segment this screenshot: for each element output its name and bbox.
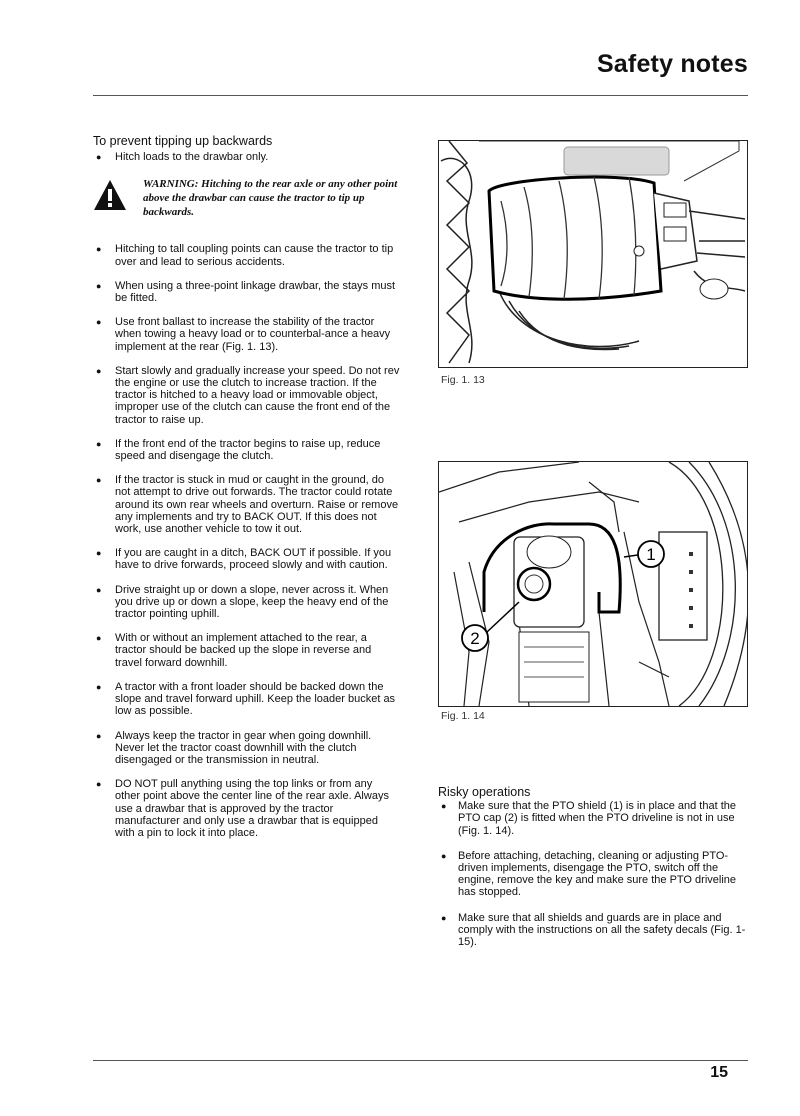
bullet-icon: ● [96,730,102,741]
figure-caption: Fig. 1. 14 [441,710,485,722]
ballast-illustration [439,141,747,367]
list-item: ● With or without an implement attached to the rear, a tractor should be backed up the slope in reverse and travel forward downhill. [96,632,372,669]
bullet-icon: ● [96,548,102,559]
list-item: ● If the tractor is stuck in mud or caught in the ground, do not attempt to drive out forwards. The tractor could rotate around its own rear wheels and overturn. Raise or remove any implements and try to BACK OUT. If this does not work, use another vehicle to tow it out. [96,474,399,536]
list-item: ● DO NOT pull anything using the top links or from any other point above the center line of the rear axle. Always use a drawbar that is approved by the tractor manufacturer and only use a drawbar that is equipped with a pin to lock it into place. [96,778,389,839]
bullet-icon: ● [96,584,102,595]
list-item: ● If you are caught in a ditch, BACK OUT if possible. If you have to drive forwards, proceed slowly and with caution. [96,547,392,572]
section-heading-tipping: To prevent tipping up backwards [93,134,273,148]
callout-1-label: 1 [646,545,656,564]
list-item: ● Hitching to tall coupling points can cause the tractor to tip over and lead to serious accidents. [96,243,394,268]
warning-triangle-icon [93,179,127,211]
list-item: ● A tractor with a front loader should be backed down the slope and travel forward uphill. Keep the loader bucket as low as possible. [96,680,396,718]
page-number: 15 [710,1064,728,1081]
warning-box [93,177,400,229]
list-item: ● If the front end of the tractor begins to raise up, reduce speed and disengage the clutch. [96,437,381,463]
bullet-icon: ● [441,912,447,923]
bullet-icon: ● [96,317,102,328]
bullet-icon: ● [96,280,102,291]
list-item: ● Start slowly and gradually increase your speed. Do not rev the engine or use the clutch to increase traction. If the tractor is hitched to a heavy load or immovable object, improper use of the clutch can cause the front end of the tractor to raise up. [96,364,400,426]
header-rule [93,95,748,96]
pto-illustration [439,462,747,706]
list-item: ● When using a three-point linkage drawbar, the stays must be fitted. [96,279,396,305]
bullet-icon: ● [96,633,102,644]
list-item: ● Hitch loads to the drawbar only. [96,151,269,164]
bullet-icon: ● [96,152,102,163]
list-item: ● Make sure that the PTO shield (1) is in place and that the PTO cap (2) is fitted when the PTO driveline is not in use (Fig. 1. 14). [441,800,737,837]
right-column [438,786,748,961]
bullet-icon: ● [96,244,102,255]
figure-front-ballast [438,140,748,368]
callout-2-label: 2 [470,629,480,648]
page-title: Safety notes [596,50,748,78]
list-item: ● Always keep the tractor in gear when going downhill. Never let the tractor coast downhill with the clutch disengaged or the transmission in neutral. [96,729,372,766]
list-item: ● Make sure that all shields and guards are in place and comply with the instructions on all the safety decals (Fig. 1-15). [441,911,746,949]
bullet-icon: ● [96,681,102,692]
figure-caption: Fig. 1. 13 [441,374,485,386]
list-item: ● Before attaching, detaching, cleaning or adjusting PTO-driven implements, disengage the PTO, switch off the engine, remove the key and make sure the PTO driveline has stopped. [441,849,737,899]
bullet-icon: ● [96,438,102,449]
bullet-icon: ● [441,801,447,812]
section-heading-risky: Risky operations [438,785,531,799]
left-column [93,135,400,851]
bullet-icon: ● [441,850,447,861]
footer-rule [93,1060,748,1061]
list-item: ● Drive straight up or down a slope, never across it. When you drive up or down a slope, keep the heavy end of the tractor pointing uphill. [96,583,389,621]
figure-pto-shield [438,461,748,707]
bullet-icon: ● [96,779,102,790]
list-item: ● Use front ballast to increase the stability of the tractor when towing a heavy load or to counterbal-ance a heavy implement at the rear (Fig. 1. 13). [96,316,391,353]
bullet-icon: ● [96,475,102,486]
bullet-icon: ● [96,365,102,376]
warning-text: WARNING: Hitching to the rear axle or any other point above the drawbar can cause the tractor to tip up backwards. [143,178,398,219]
